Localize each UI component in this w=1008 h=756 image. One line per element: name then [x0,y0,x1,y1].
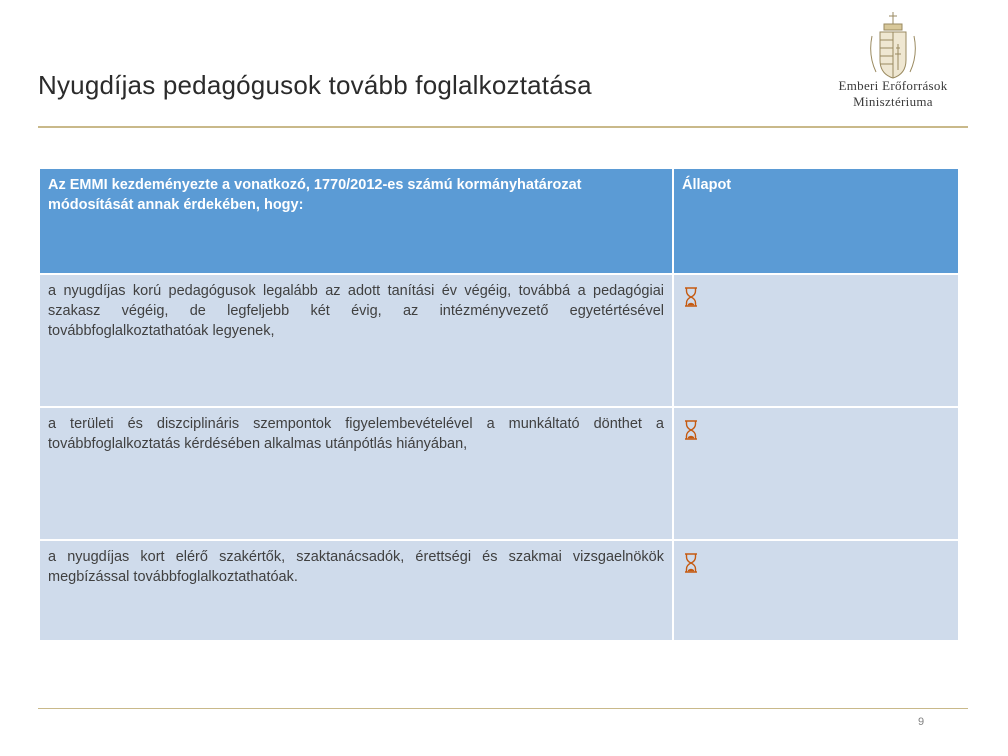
footer-divider [38,708,968,709]
table-row [39,407,959,540]
row-description: a területi és diszciplináris szempontok figyelembevételével a munkáltató dönthet a továbbfoglalkoztatás kérdésében alkalmas utánpótlás hiányában, [39,407,673,540]
slide-title: Nyugdíjas pedagógusok tovább foglalkoztatása [38,70,592,100]
status-table [38,167,960,642]
row-description: a nyugdíjas korú pedagógusok legalább az adott tanítási év végéig, továbbá a pedagógiai szakasz végéig, de legfeljebb két évig, az intézményvezető egyetértésével továbbfoglalkoztathatóak legyenek, [39,274,673,407]
row-status [673,407,959,540]
ministry-name [818,78,968,110]
hourglass-icon [684,553,698,573]
header-status: Állapot [673,168,959,274]
row-status [673,540,959,641]
title-divider [38,126,968,128]
page-number: 9 [918,716,925,728]
ministry-name-line2: Minisztériuma [853,94,933,109]
table-row [39,540,959,641]
ministry-name-line1: Emberi Erőforrások [838,78,948,93]
header-description: Az EMMI kezdeményezte a vonatkozó, 1770/2012-es számú kormányhatározat módosítását annak érdekében, hogy: [39,168,673,274]
row-description: a nyugdíjas kort elérő szakértők, szaktanácsadók, érettségi és szakmai vizsgaelnökök megbízással továbbfoglalkoztathatóak. [39,540,673,641]
row-status [673,274,959,407]
hourglass-icon [684,420,698,440]
table-header-row [39,168,959,274]
hourglass-icon [684,287,698,307]
table-row [39,274,959,407]
